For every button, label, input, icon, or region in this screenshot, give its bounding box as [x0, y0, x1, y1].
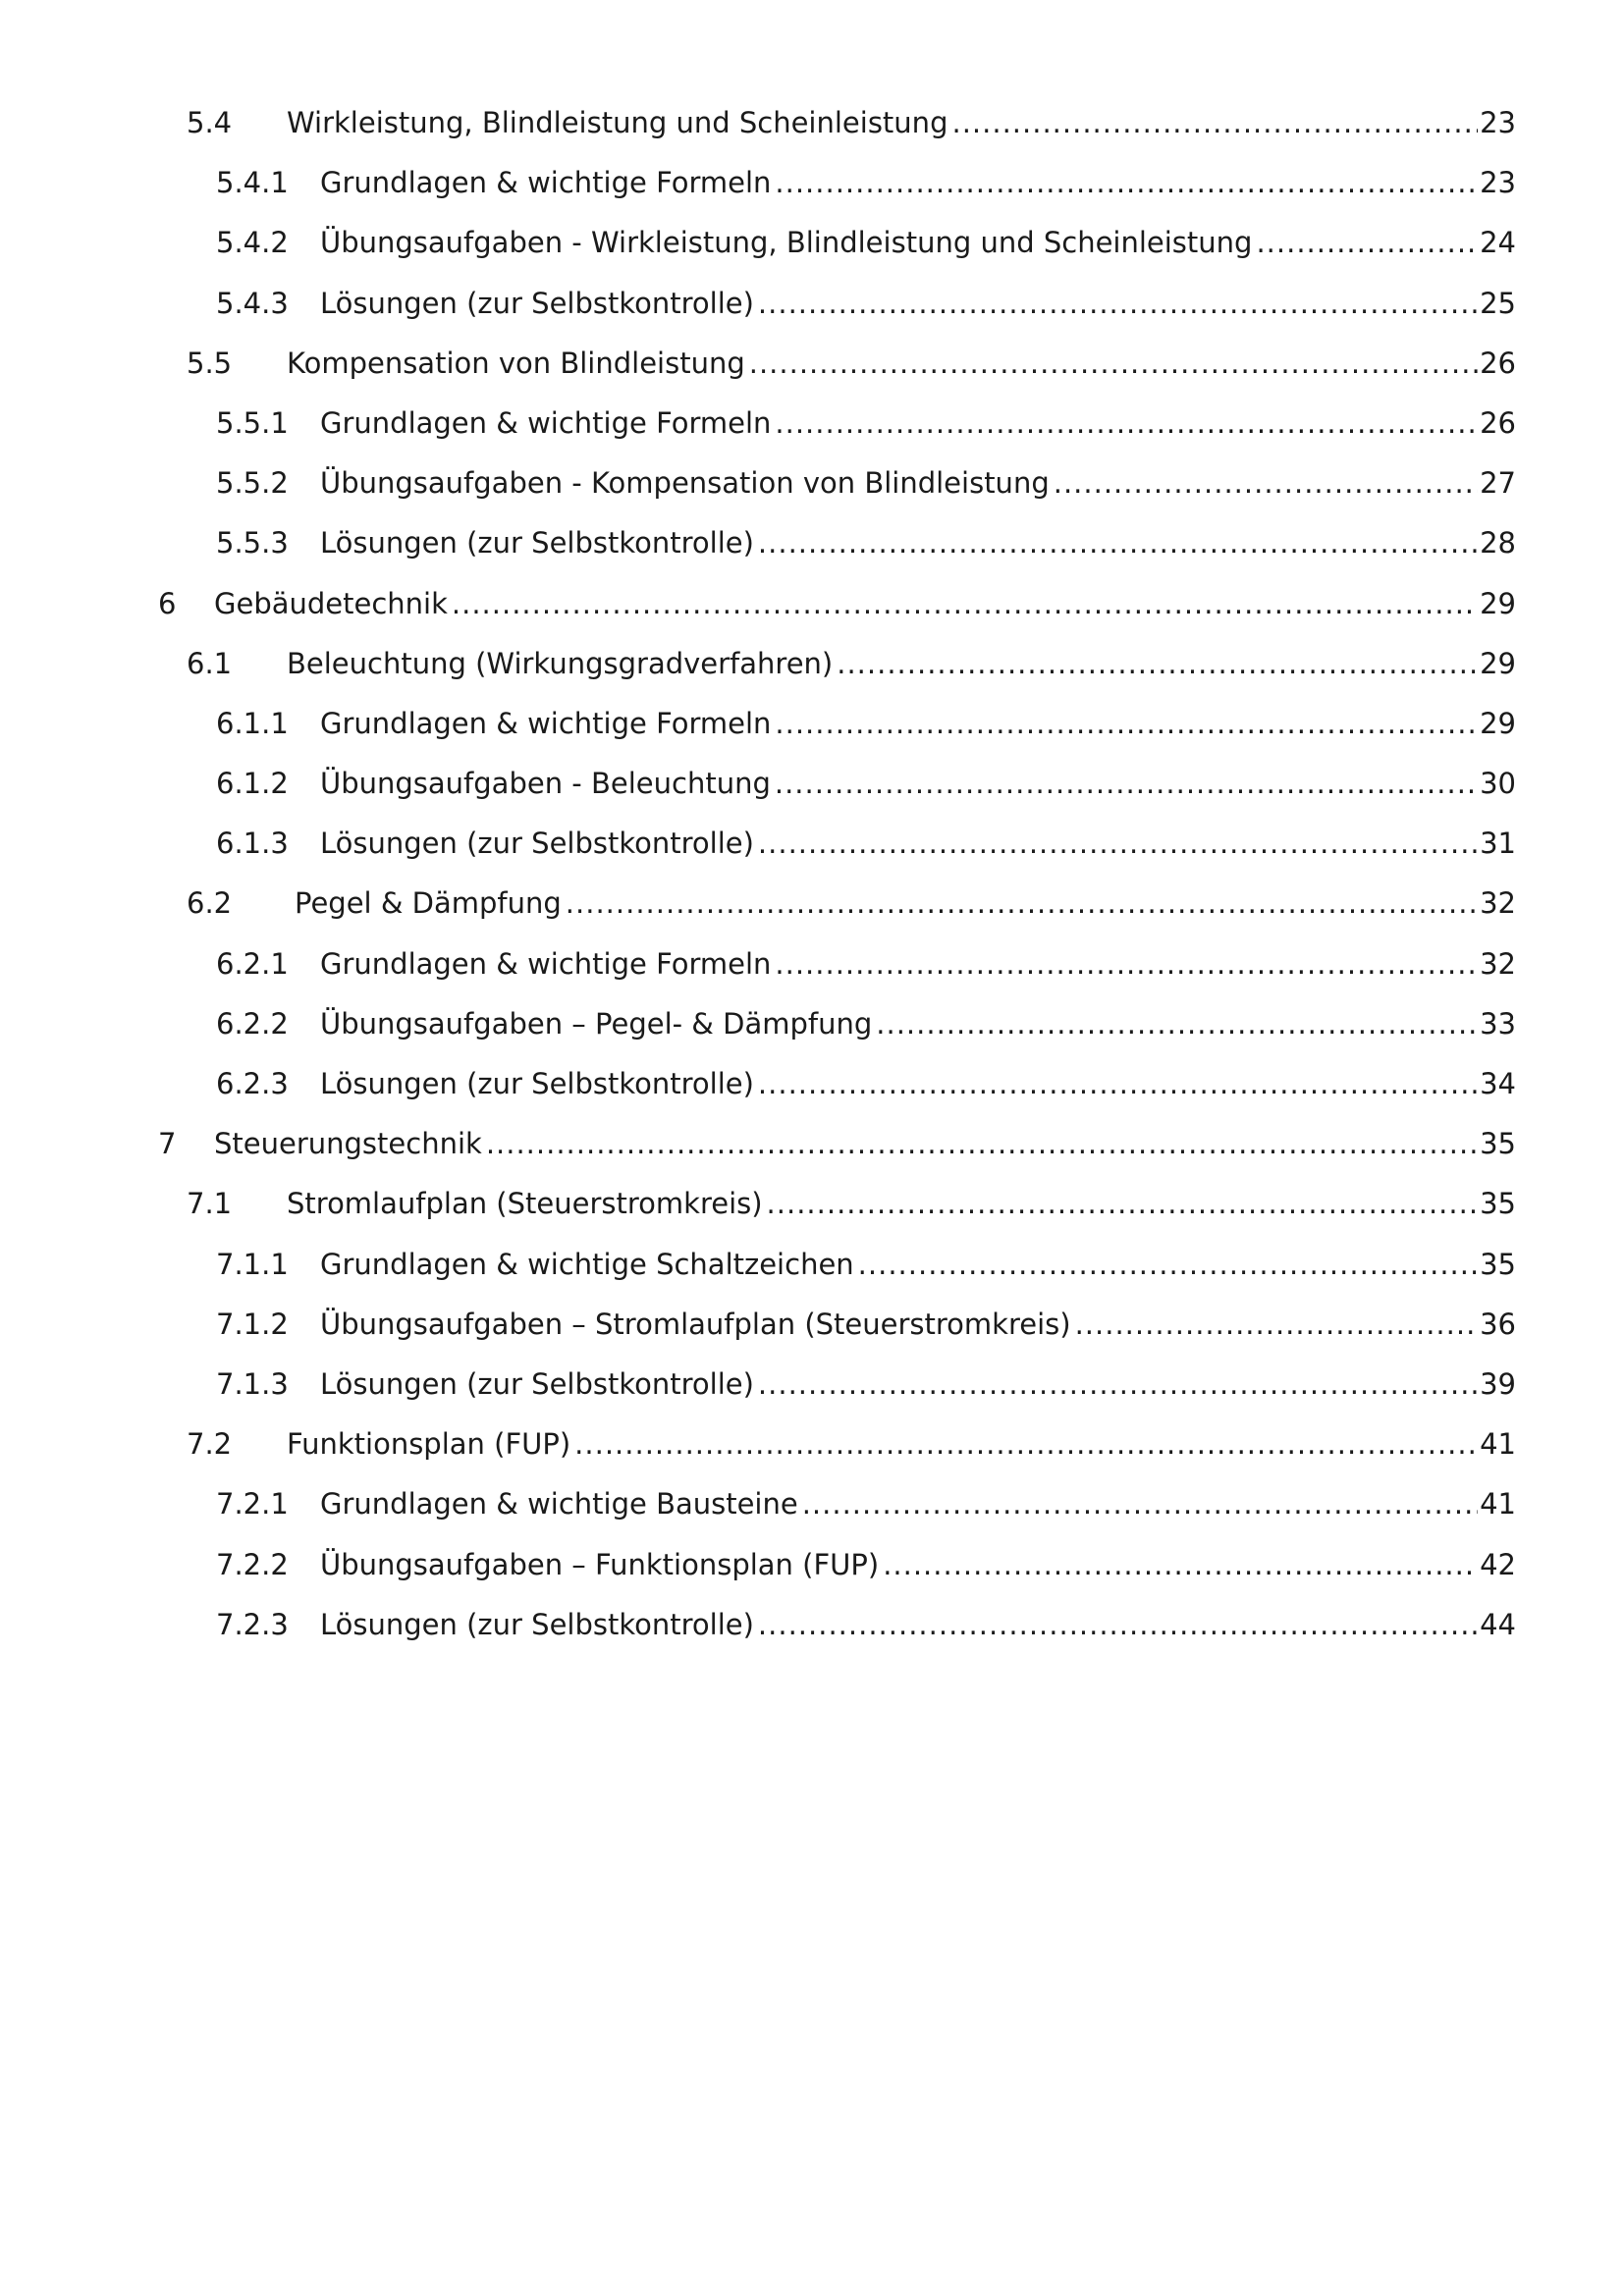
- toc-entry-number: 7.2.1: [216, 1487, 289, 1522]
- toc-dot-leader: [754, 274, 1478, 334]
- toc-entry[interactable]: [0, 334, 1624, 394]
- toc-entry-title: Lösungen (zur Selbstkontrolle): [320, 1607, 754, 1641]
- toc-entry[interactable]: [0, 1415, 1624, 1474]
- toc-entry-number: 5.5.3: [216, 526, 289, 561]
- toc-entry-title: Übungsaufgaben – Funktionsplan (FUP): [320, 1547, 880, 1581]
- toc-entry-title: Stromlaufplan (Steuerstromkreis): [287, 1187, 763, 1221]
- toc-entry-page-number: 23: [1478, 93, 1516, 153]
- toc-entry-title: Grundlagen & wichtige Formeln: [320, 166, 772, 200]
- toc-entry-number: 6.2: [187, 886, 233, 921]
- toc-entry-title-line: [287, 93, 1478, 153]
- toc-entry-page-number: 25: [1478, 274, 1516, 334]
- toc-entry[interactable]: [0, 1235, 1624, 1295]
- toc-entry-title: Grundlagen & wichtige Schaltzeichen: [320, 1247, 854, 1281]
- toc-entry-number: 6.1.3: [216, 827, 289, 861]
- toc-entry-title: Übungsaufgaben - Wirkleistung, Blindleistung und Scheinleistung: [320, 226, 1253, 260]
- toc-entry-number: 5.5.1: [216, 405, 289, 440]
- toc-entry-title-line: [320, 1474, 1478, 1534]
- toc-entry-page-number: 24: [1478, 213, 1516, 273]
- toc-entry-title: Lösungen (zur Selbstkontrolle): [320, 827, 754, 861]
- toc-dot-leader: [482, 1114, 1478, 1174]
- toc-entry-number: 5.4.3: [216, 286, 289, 320]
- toc-entry-title: Übungsaufgaben - Beleuchtung: [320, 767, 771, 801]
- toc-entry-title-line: [287, 1174, 1478, 1234]
- toc-entry-title: Lösungen (zur Selbstkontrolle): [320, 1067, 754, 1100]
- toc-entry-number: 6.2.3: [216, 1067, 289, 1100]
- toc-dot-leader: [798, 1474, 1478, 1534]
- toc-entry-page-number: 30: [1478, 754, 1516, 814]
- toc-entry-title: Lösungen (zur Selbstkontrolle): [320, 286, 754, 320]
- toc-entry-title: Beleuchtung (Wirkungsgradverfahren): [287, 646, 834, 680]
- toc-entry-number: 7.1.3: [216, 1366, 289, 1401]
- toc-entry[interactable]: [0, 274, 1624, 334]
- toc-entry-number: 7.2.3: [216, 1607, 289, 1641]
- toc-entry-number: 7.1: [187, 1187, 233, 1221]
- toc-entry[interactable]: [0, 394, 1624, 454]
- toc-entry[interactable]: [0, 994, 1624, 1054]
- toc-entry-page-number: 35: [1478, 1235, 1516, 1295]
- toc-entry-title: Lösungen (zur Selbstkontrolle): [320, 1366, 754, 1401]
- toc-entry-page-number: 39: [1478, 1355, 1516, 1415]
- toc-entry-title: Steuerungstechnik: [214, 1127, 482, 1161]
- toc-entry-title: Übungsaufgaben – Stromlaufplan (Steuerstromkreis): [320, 1307, 1071, 1341]
- toc-entry-page-number: 29: [1478, 634, 1516, 694]
- toc-entry-number: 7.1.2: [216, 1307, 289, 1341]
- toc-dot-leader: [854, 1235, 1478, 1295]
- toc-entry-title: Gebäudetechnik: [214, 586, 448, 620]
- toc-entry-page-number: 26: [1478, 394, 1516, 454]
- toc-entry-number: 5.4.1: [216, 166, 289, 200]
- toc-dot-leader: [879, 1535, 1478, 1595]
- toc-entry[interactable]: [0, 1595, 1624, 1655]
- toc-entry-page-number: 31: [1478, 814, 1516, 874]
- toc-entry-title-line: [320, 213, 1478, 273]
- toc-entry-title-line: [320, 1054, 1478, 1114]
- toc-entry-number: 6.1: [187, 646, 233, 680]
- toc-entry-title: Grundlagen & wichtige Formeln: [320, 946, 772, 981]
- toc-entry-number: 6: [158, 586, 177, 620]
- toc-entry-title-line: [320, 694, 1478, 754]
- toc-entry-page-number: 35: [1478, 1174, 1516, 1234]
- toc-entry-number: 6.2.2: [216, 1006, 289, 1041]
- table-of-contents: [0, 93, 1624, 1655]
- toc-entry[interactable]: [0, 874, 1624, 934]
- toc-entry-title: Wirkleistung, Blindleistung und Scheinleistung: [287, 106, 948, 139]
- toc-dot-leader: [448, 574, 1478, 634]
- toc-entry-page-number: 32: [1478, 934, 1516, 994]
- toc-entry-page-number: 35: [1478, 1114, 1516, 1174]
- toc-dot-leader: [947, 93, 1478, 153]
- toc-entry-title-line: [214, 574, 1478, 634]
- toc-entry-title-line: [320, 454, 1478, 513]
- toc-entry-page-number: 41: [1478, 1474, 1516, 1534]
- toc-entry-title: Funktionsplan (FUP): [287, 1427, 571, 1462]
- toc-entry-page-number: 23: [1478, 153, 1516, 213]
- toc-entry-title: Grundlagen & wichtige Formeln: [320, 405, 772, 440]
- toc-entry-title: Lösungen (zur Selbstkontrolle): [320, 526, 754, 561]
- toc-dot-leader: [570, 1415, 1478, 1474]
- toc-dot-leader: [771, 934, 1478, 994]
- toc-entry-title-line: [320, 1595, 1478, 1655]
- toc-entry-title-line: [320, 814, 1478, 874]
- toc-entry-title-line: [320, 274, 1478, 334]
- toc-entry-title-line: [214, 1114, 1478, 1174]
- toc-entry-title: Grundlagen & wichtige Formeln: [320, 706, 772, 740]
- toc-entry-number: 7: [158, 1127, 177, 1161]
- toc-entry-page-number: 29: [1478, 694, 1516, 754]
- toc-entry-number: 7.2: [187, 1427, 233, 1462]
- toc-entry-number: 5.4: [187, 106, 233, 139]
- toc-entry-title-line: [320, 1535, 1478, 1595]
- toc-entry-number: 7.2.2: [216, 1547, 289, 1581]
- toc-entry-title-line: [320, 153, 1478, 213]
- toc-dot-leader: [1050, 454, 1478, 513]
- toc-entry-title-line: [287, 634, 1478, 694]
- toc-entry-page-number: 26: [1478, 334, 1516, 394]
- toc-entry-title-line: [320, 1295, 1478, 1355]
- toc-entry-title: Grundlagen & wichtige Bausteine: [320, 1487, 798, 1522]
- toc-entry-title: Pegel & Dämpfung: [295, 886, 562, 921]
- toc-entry-title-line: [320, 394, 1478, 454]
- toc-entry[interactable]: [0, 1295, 1624, 1355]
- toc-entry-title-line: [287, 334, 1478, 394]
- toc-entry[interactable]: [0, 814, 1624, 874]
- toc-dot-leader: [754, 1355, 1478, 1415]
- toc-entry-number: 6.1.2: [216, 767, 289, 801]
- toc-entry-title-line: [320, 754, 1478, 814]
- toc-entry[interactable]: [0, 1535, 1624, 1595]
- toc-entry-title-line: [320, 1235, 1478, 1295]
- toc-entry[interactable]: [0, 694, 1624, 754]
- toc-dot-leader: [771, 153, 1478, 213]
- toc-entry-page-number: 36: [1478, 1295, 1516, 1355]
- toc-entry[interactable]: [0, 213, 1624, 273]
- toc-entry-title-line: [295, 874, 1478, 934]
- toc-entry[interactable]: [0, 1355, 1624, 1415]
- toc-entry-page-number: 32: [1478, 874, 1516, 934]
- toc-entry-number: 5.5.2: [216, 466, 289, 501]
- toc-entry-number: 5.5: [187, 346, 233, 380]
- toc-dot-leader: [754, 1054, 1478, 1114]
- toc-entry[interactable]: [0, 513, 1624, 573]
- toc-entry[interactable]: [0, 1054, 1624, 1114]
- toc-dot-leader: [1252, 213, 1478, 273]
- toc-entry-page-number: 44: [1478, 1595, 1516, 1655]
- toc-entry[interactable]: [0, 574, 1624, 634]
- toc-entry-page-number: 27: [1478, 454, 1516, 513]
- toc-dot-leader: [771, 694, 1478, 754]
- toc-entry[interactable]: [0, 754, 1624, 814]
- toc-entry[interactable]: [0, 93, 1624, 153]
- toc-entry[interactable]: [0, 934, 1624, 994]
- toc-entry-page-number: 34: [1478, 1054, 1516, 1114]
- toc-entry-number: 6.1.1: [216, 706, 289, 740]
- toc-dot-leader: [754, 513, 1478, 573]
- toc-dot-leader: [763, 1174, 1478, 1234]
- toc-entry-page-number: 33: [1478, 994, 1516, 1054]
- toc-entry-page-number: 41: [1478, 1415, 1516, 1474]
- toc-entry-number: 6.2.1: [216, 946, 289, 981]
- toc-entry[interactable]: [0, 153, 1624, 213]
- toc-entry-title-line: [320, 513, 1478, 573]
- toc-entry-title-line: [320, 934, 1478, 994]
- toc-entry[interactable]: [0, 634, 1624, 694]
- toc-dot-leader: [562, 874, 1478, 934]
- toc-entry[interactable]: [0, 1114, 1624, 1174]
- toc-dot-leader: [872, 994, 1478, 1054]
- toc-entry[interactable]: [0, 1174, 1624, 1234]
- toc-entry-number: 7.1.1: [216, 1247, 289, 1281]
- toc-entry-number: 5.4.2: [216, 226, 289, 260]
- toc-entry-page-number: 42: [1478, 1535, 1516, 1595]
- toc-dot-leader: [771, 754, 1478, 814]
- toc-entry-page-number: 28: [1478, 513, 1516, 573]
- toc-entry-title: Übungsaufgaben – Pegel- & Dämpfung: [320, 1006, 873, 1041]
- toc-entry[interactable]: [0, 1474, 1624, 1534]
- toc-entry-title-line: [287, 1415, 1478, 1474]
- toc-dot-leader: [1071, 1295, 1478, 1355]
- toc-dot-leader: [833, 634, 1478, 694]
- toc-entry-title: Kompensation von Blindleistung: [287, 346, 745, 380]
- toc-entry-page-number: 29: [1478, 574, 1516, 634]
- toc-entry-title-line: [320, 1355, 1478, 1415]
- toc-entry-title: Übungsaufgaben - Kompensation von Blindleistung: [320, 466, 1050, 501]
- toc-entry[interactable]: [0, 454, 1624, 513]
- toc-dot-leader: [754, 814, 1478, 874]
- toc-entry-title-line: [320, 994, 1478, 1054]
- toc-dot-leader: [754, 1595, 1478, 1655]
- toc-dot-leader: [771, 394, 1478, 454]
- toc-dot-leader: [745, 334, 1478, 394]
